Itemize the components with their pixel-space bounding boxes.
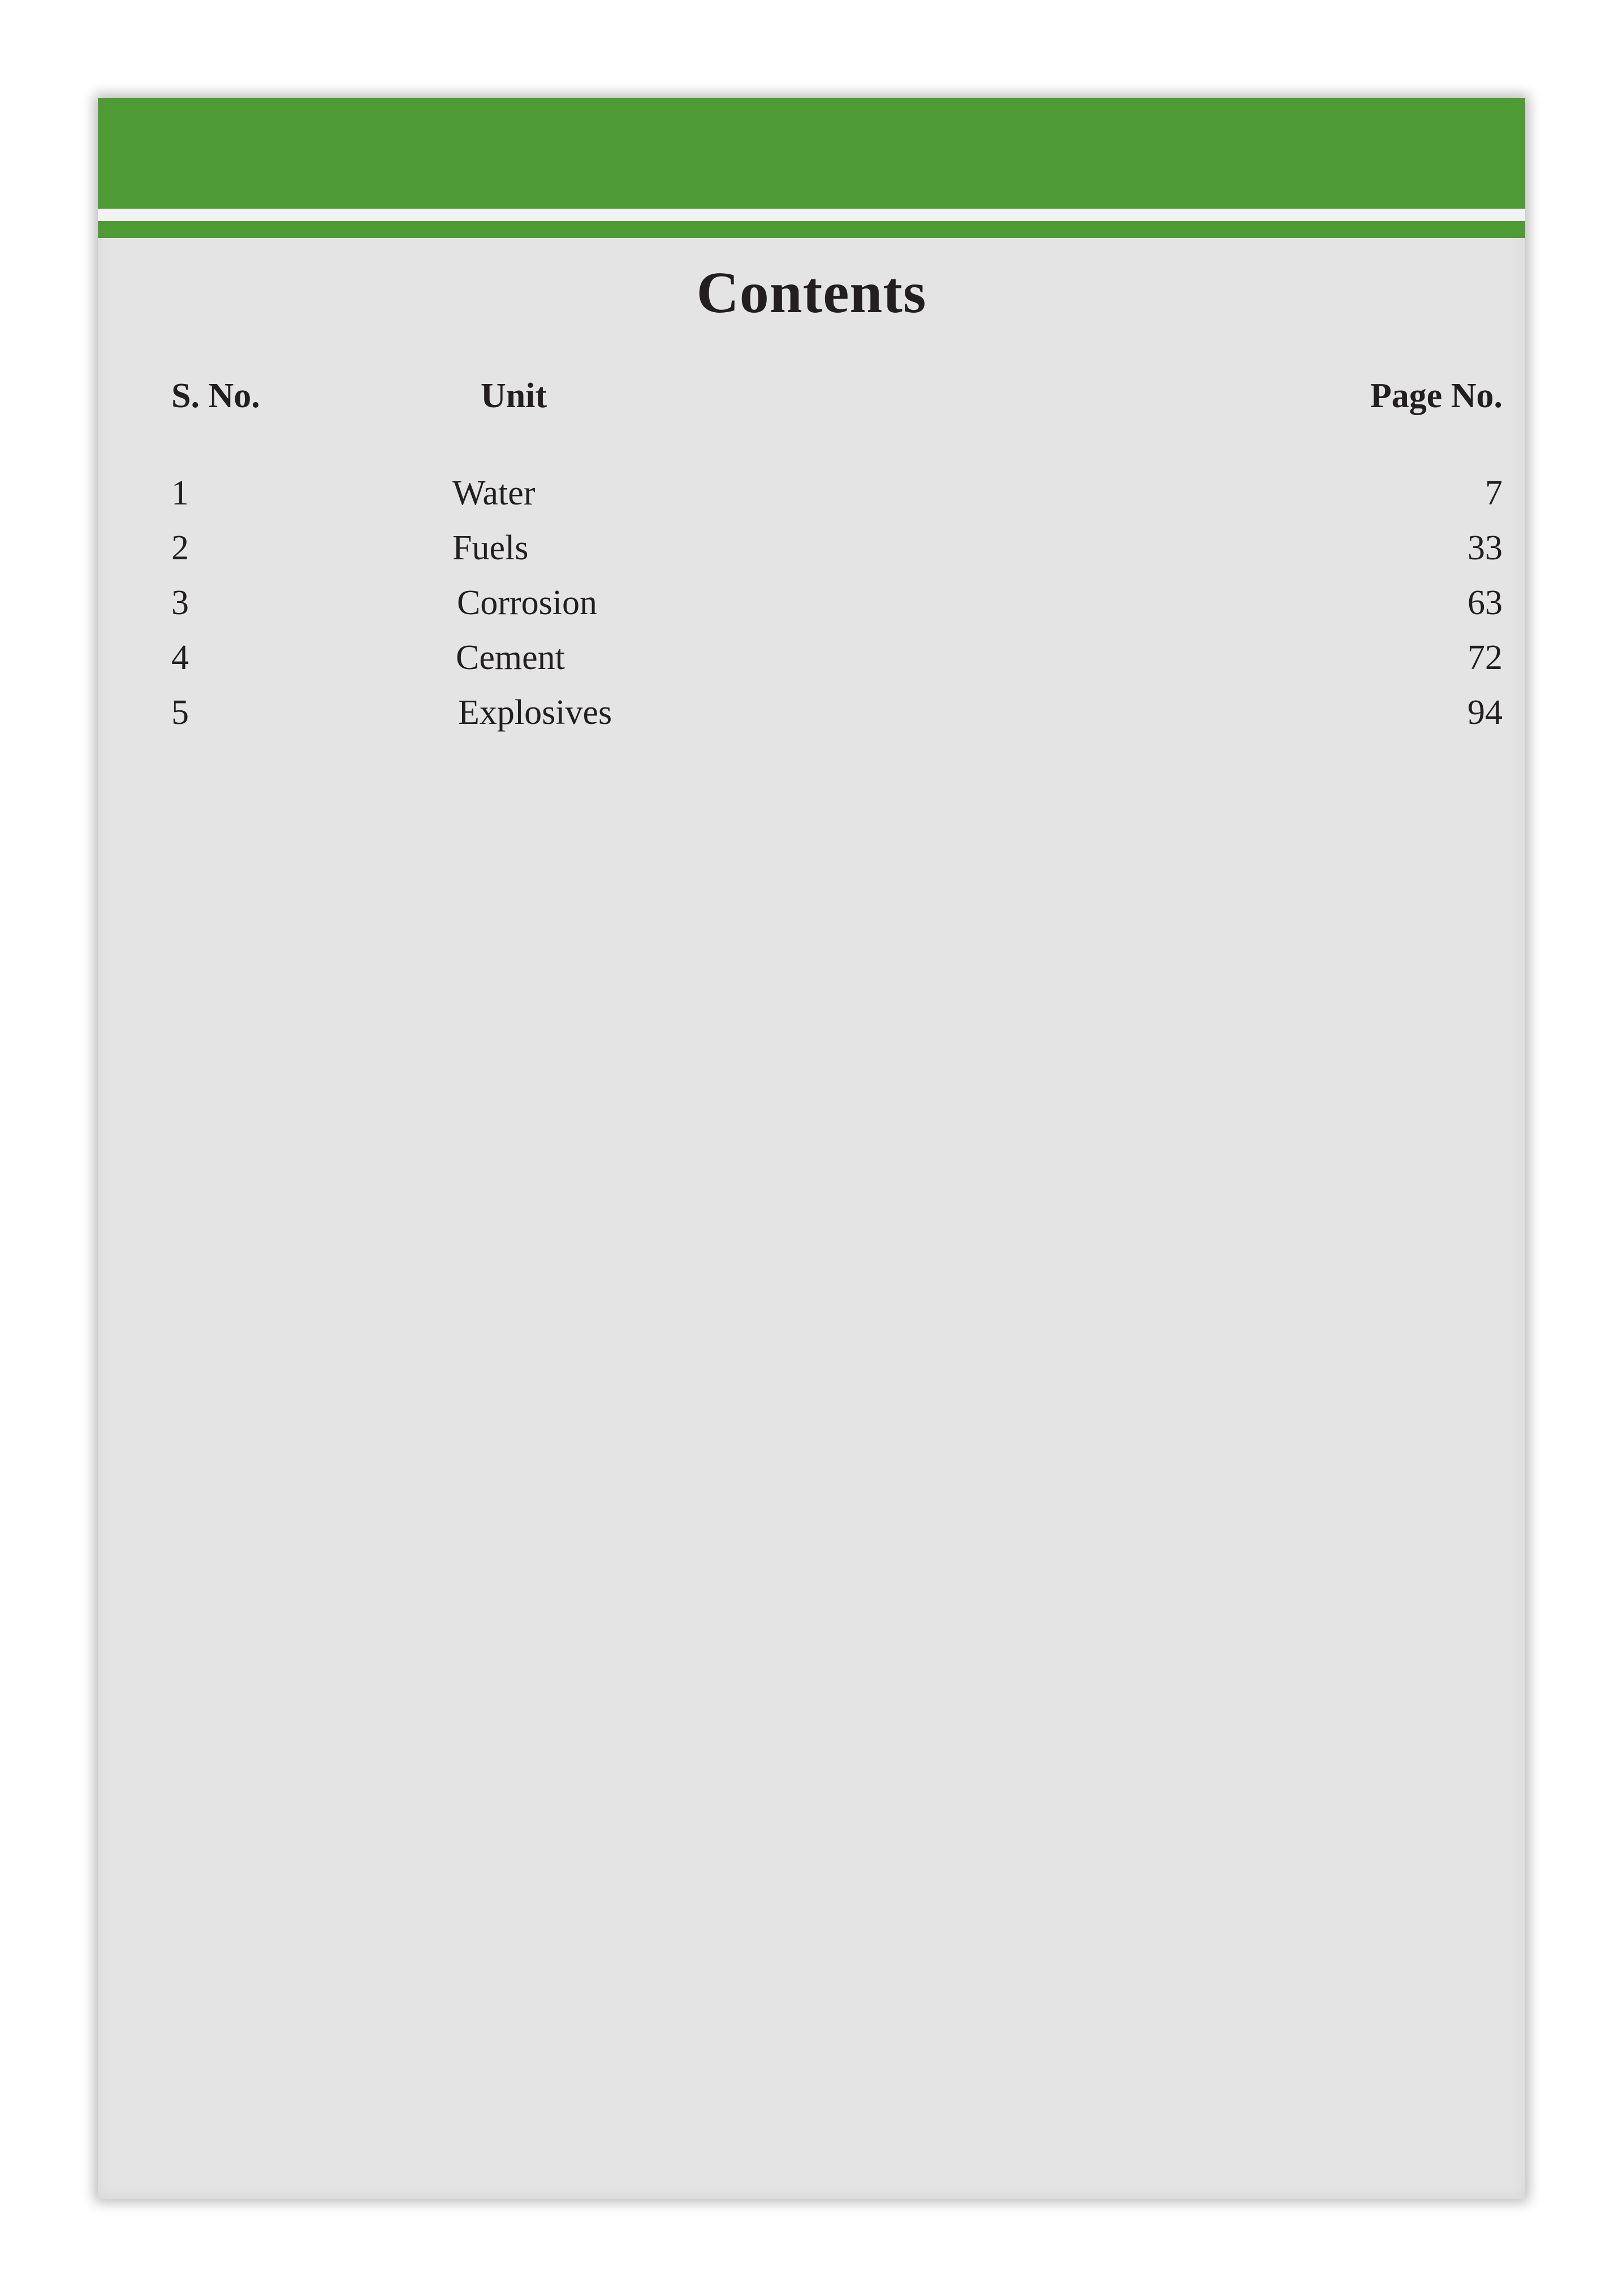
row-page: 94 xyxy=(1467,693,1503,732)
contents-row xyxy=(0,690,1623,745)
row-sno: 3 xyxy=(171,584,189,622)
header-stripe xyxy=(98,221,1525,238)
contents-row xyxy=(0,635,1623,690)
row-page: 7 xyxy=(1485,474,1503,512)
row-sno: 4 xyxy=(171,638,189,677)
row-page: 63 xyxy=(1467,584,1503,622)
column-header-page: Page No. xyxy=(1370,377,1503,415)
row-unit: Corrosion xyxy=(457,584,597,622)
row-page: 72 xyxy=(1467,638,1503,677)
row-sno: 1 xyxy=(171,474,189,512)
row-unit: Water xyxy=(452,474,536,512)
row-unit: Fuels xyxy=(452,529,529,567)
column-header-sno: S. No. xyxy=(171,377,260,415)
header-divider xyxy=(98,209,1525,221)
column-header-unit: Unit xyxy=(481,377,547,415)
row-sno: 2 xyxy=(171,529,189,567)
contents-row xyxy=(0,525,1623,580)
contents-row xyxy=(0,580,1623,635)
row-unit: Cement xyxy=(456,638,565,677)
row-sno: 5 xyxy=(171,693,189,732)
document-page xyxy=(98,98,1525,2199)
page-title: Contents xyxy=(696,260,927,325)
row-unit: Explosives xyxy=(458,693,612,732)
contents-list xyxy=(0,471,1623,745)
contents-row xyxy=(0,471,1623,525)
row-page: 33 xyxy=(1467,529,1503,567)
header-band xyxy=(98,98,1525,209)
